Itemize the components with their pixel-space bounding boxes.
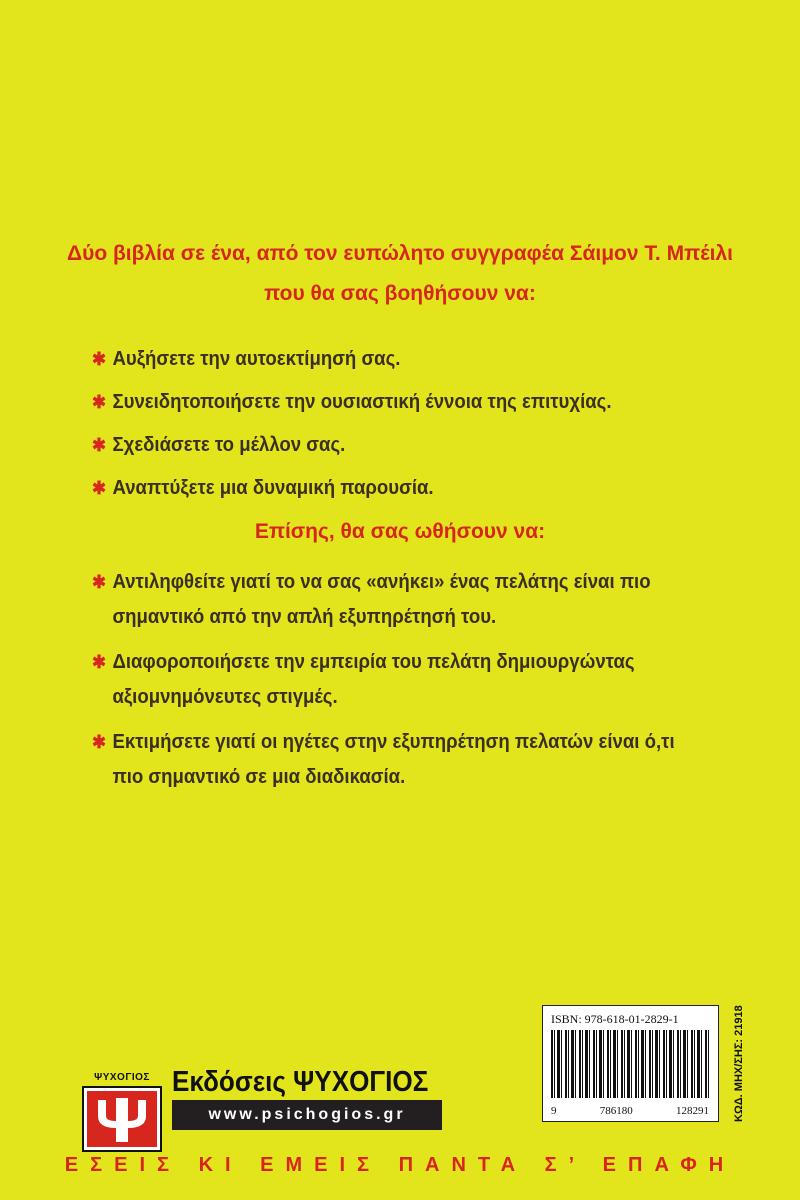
- isbn-number: ISBN: 978-618-01-2829-1: [551, 1012, 679, 1026]
- list-item-text: Αναπτύξετε μια δυναμική παρουσία.: [112, 477, 434, 499]
- publisher-slogan: ΕΣΕΙΣ ΚΙ ΕΜΕΙΣ ΠΑΝΤΑ Σ’ ΕΠΑΦΗ: [64, 1154, 736, 1176]
- list-item: [92, 471, 706, 506]
- list-item-line: Αντιληφθείτε γιατί το να σας «ανήκει» ένας πελάτης είναι πιο: [112, 571, 651, 593]
- logo-label: ΨΥΧΟΓΙΟΣ: [94, 1072, 150, 1083]
- isbn-barcode: [542, 1005, 719, 1122]
- list-item: [92, 385, 706, 420]
- list-item-line: Εκτιμήσετε γιατί οι ηγέτες στην εξυπηρέτηση πελατών είναι ό,τι: [112, 731, 675, 753]
- asterisk-icon: ✱: [92, 392, 107, 412]
- list-item-line: Διαφοροποιήσετε την εμπειρία του πελάτη δημιουργώντας: [112, 651, 635, 673]
- publisher-name: Εκδόσεις ΨΥΧΟΓΙΟΣ: [172, 1066, 429, 1098]
- list-item-line: σημαντικό από την απλή εξυπηρέτησή του.: [112, 606, 497, 628]
- list-item-text: Σχεδιάσετε το μέλλον σας.: [112, 434, 346, 456]
- list-item: [92, 428, 706, 463]
- benefits-list: [92, 342, 752, 514]
- list-item: [92, 342, 706, 377]
- barcode-digits: [551, 1105, 709, 1117]
- intro-heading: [60, 234, 740, 314]
- product-code: ΚΩΔ. ΜΗΧ/ΣΗΣ: 21918: [733, 1005, 745, 1123]
- asterisk-icon: ✱: [92, 478, 107, 498]
- publisher-website: www.psichogios.gr: [172, 1100, 442, 1130]
- list-item-text: Αυξήσετε την αυτοεκτίμησή σας.: [112, 348, 401, 370]
- barcode-bars: [551, 1030, 709, 1098]
- asterisk-icon: ✱: [92, 435, 107, 455]
- asterisk-icon: ✱: [92, 349, 107, 369]
- additional-benefits-list: [92, 565, 752, 805]
- publisher-logo: [82, 1072, 162, 1152]
- barcode-digit-group: 128291: [676, 1105, 709, 1117]
- list-item: [92, 645, 706, 715]
- intro-line-1: Δύο βιβλία σε ένα, από τον ευπώλητο συγγραφέα Σάιμον Τ. Μπέιλι: [67, 242, 733, 265]
- list-item-line: πιο σημαντικό σε μια διαδικασία.: [112, 766, 406, 788]
- intro-line-2: που θα σας βοηθήσουν να:: [264, 282, 536, 305]
- subheading: Επίσης, θα σας ωθήσουν να:: [254, 520, 546, 543]
- asterisk-icon: ✱: [92, 732, 107, 752]
- list-item: [92, 725, 706, 795]
- barcode-digit-group: 9: [551, 1105, 557, 1117]
- barcode-digit-group: 786180: [599, 1105, 633, 1117]
- psi-logo-icon: [82, 1086, 162, 1152]
- list-item-text: Συνειδητοποιήσετε την ουσιαστική έννοια της επιτυχίας.: [112, 391, 612, 413]
- asterisk-icon: ✱: [92, 572, 107, 592]
- list-item-line: αξιομνημόνευτες στιγμές.: [112, 686, 338, 708]
- asterisk-icon: ✱: [92, 652, 107, 672]
- list-item: [92, 565, 706, 635]
